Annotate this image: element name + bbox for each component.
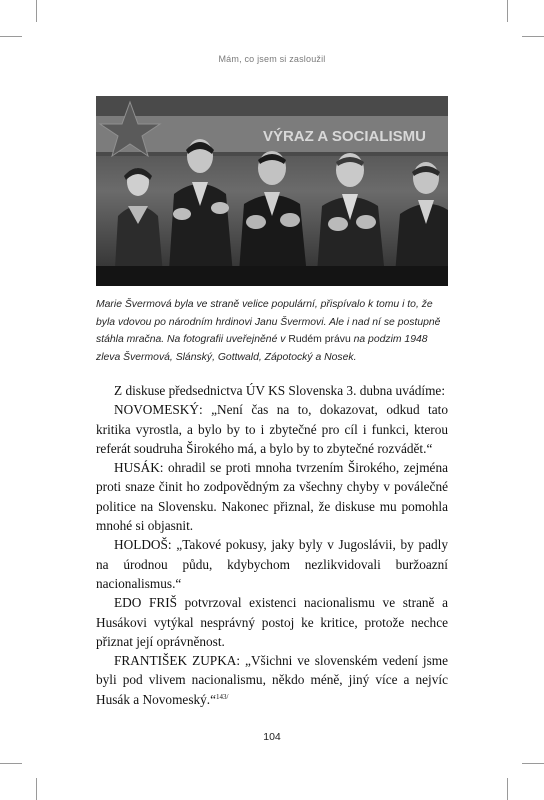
page-number: 104 [263,731,281,743]
running-head: Mám, co jsem si zasloužil [218,54,326,64]
crop-mark [36,0,37,22]
paragraph: EDO FRIŠ potvrzoval existenci nacionalismu ve straně a Husákovi vytýkal nesprávný postoj ke kritice, protože nechce přiznat její oprávněnost. [96,595,448,649]
crop-mark [522,763,544,764]
crop-mark [0,36,22,37]
paragraph: NOVOMESKÝ: „Není čas na to, dokazovat, odkud tato kritika vyrostla, a bylo by to i zbytečné pro cíl i funkci, kterou referát soudruha Širokého má, a bylo by to zbytečné rozvádět.“ [96,402,448,456]
crop-mark [36,778,37,800]
paragraph-text: FRANTIŠEK ZUPKA: „Všichni ve slovenském vedení jsme byli pod vlivem nacionalismu, někdo méně, jiný více a nejvíc Husák a Novomeský.“ [96,653,448,707]
caption-newspaper-title: Rudém právu [288,334,351,345]
caption-text: na podzim 1948 zleva Švermová, Slánský, Gottwald, Zápotocký a Nosek. [96,334,428,363]
paragraph [96,651,448,709]
crop-mark [507,778,508,800]
paragraph: HOLDOŠ: „Takové pokusy, jaky byly v Jugoslávii, by padly na úrodnou půdu, kdybychom nezlikvidovali buržoazní nacionalismus.“ [96,537,448,591]
paragraph: HUSÁK: ohradil se proti mnoha tvrzením Širokého, zejména proti snaze činit ho zodpovědným za všechny chyby v poválečné politice na Slovensku. Nakonec přiznal, že diskuse mu pomohla mnohé si objasnit. [96,460,448,534]
photo-caption [96,296,452,366]
historical-photo [96,96,448,286]
banner-text: VÝRAZ A SOCIALISMU [262,128,426,145]
crop-mark [522,36,544,37]
crop-mark [507,0,508,22]
main-text [96,381,448,709]
crop-mark [0,763,22,764]
caption-text: Marie Švermová byla ve straně velice populární, přispívalo k tomu i to, že byla vdovou po národním hrdinovi Janu Švermovi. Ale i nad ní se postupně stáhla mračna. Na fotografii uveřejněné v [96,299,441,345]
paragraph: Z diskuse předsednictva ÚV KS Slovenska 3. dubna uvádíme: [114,383,446,398]
footnote-reference: 143/ [216,692,229,701]
